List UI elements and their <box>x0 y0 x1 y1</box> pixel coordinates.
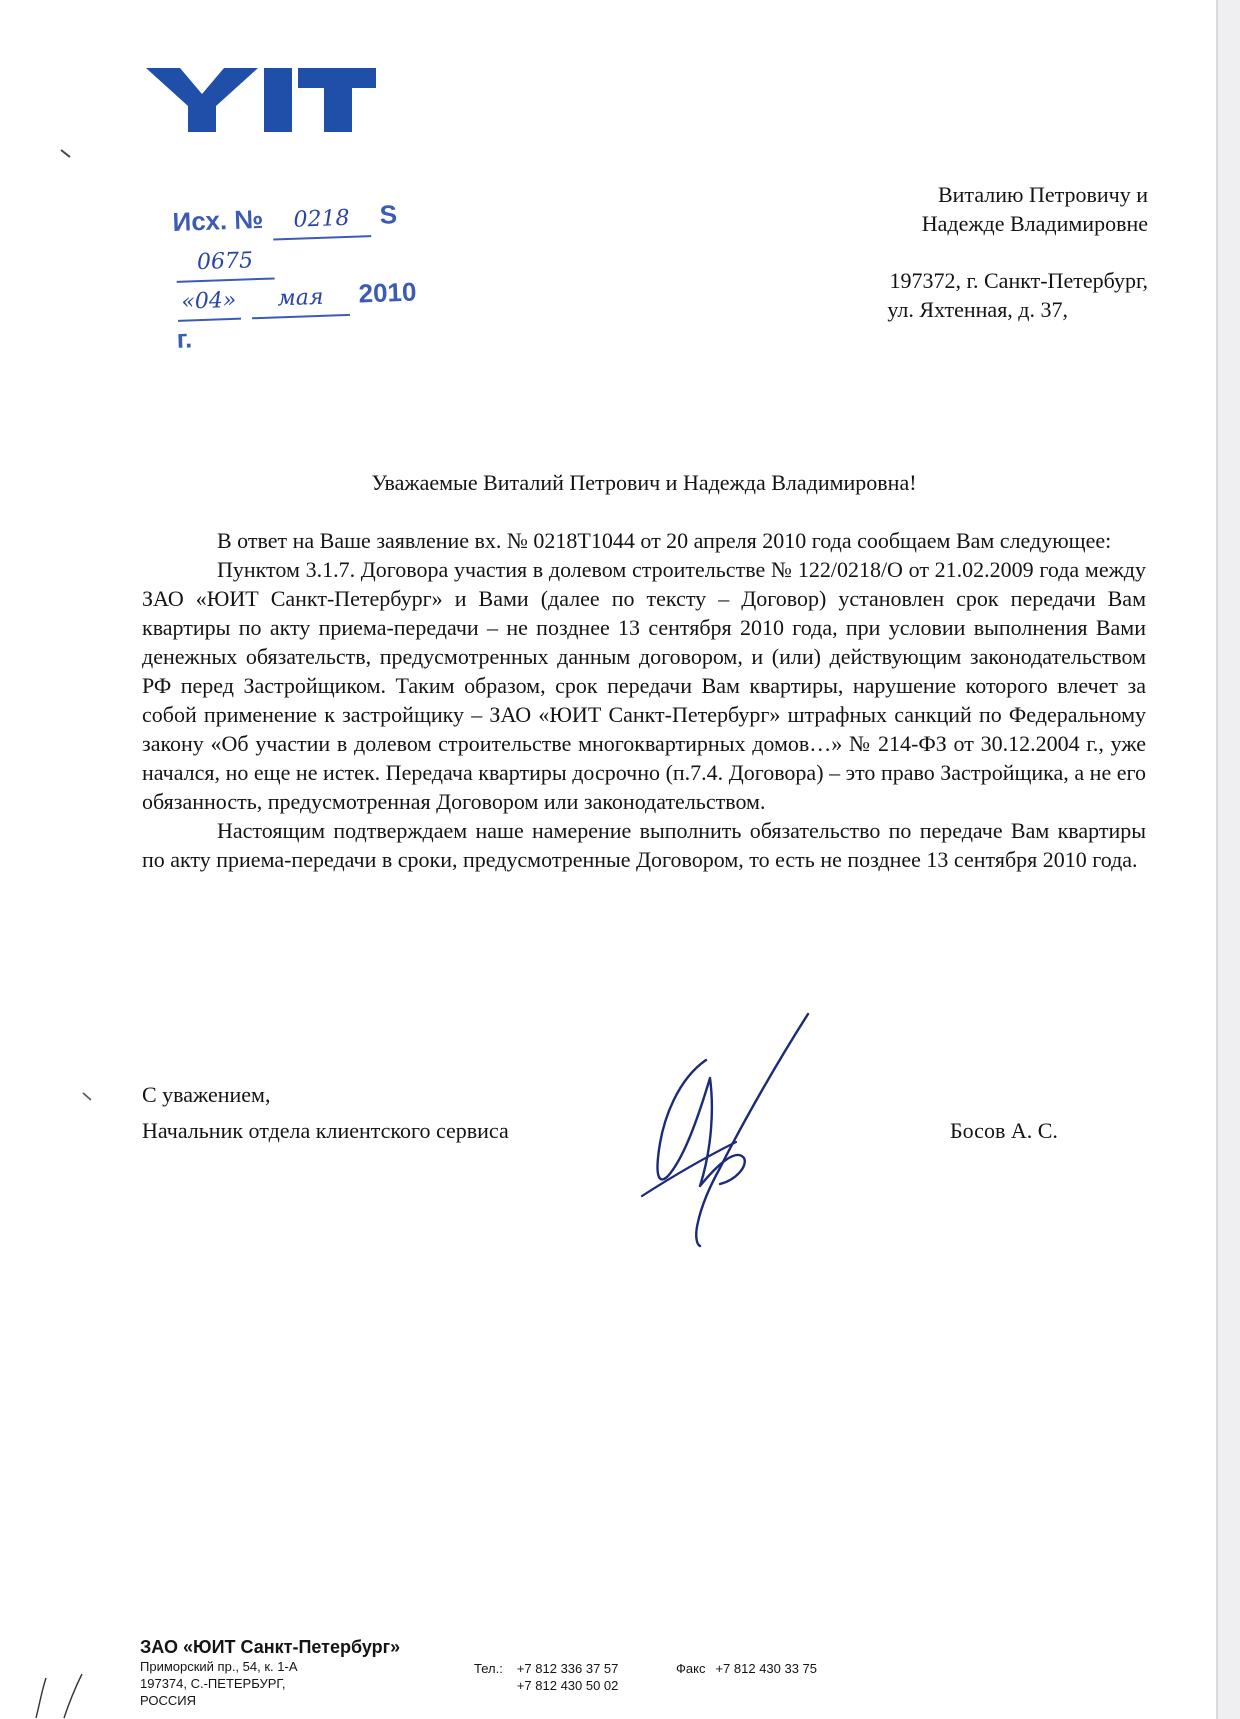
footer-tel-2: +7 812 430 50 02 <box>516 1678 619 1693</box>
signer-name: Босов А. С. <box>950 1118 1058 1143</box>
outgoing-number-stamp <box>172 196 437 356</box>
stamp-ref-part1: 0218 <box>272 201 371 240</box>
scan-speck-icon <box>82 1092 94 1102</box>
stamp-number-line <box>172 196 435 283</box>
stamp-year: 2010 <box>358 276 417 309</box>
recipient-line-1: Виталию Петровичу и <box>937 182 1148 207</box>
footer-fax <box>676 1660 817 1677</box>
stamp-day: «04» <box>177 284 241 322</box>
stamp-month: мая <box>251 280 350 319</box>
yit-logo-icon <box>146 68 376 132</box>
body-paragraph-3: Настоящим подтверждаем наше намерение выполнить обязательство по передаче Вам квартиры по акту приема-передачи в сроки, предусмотренные Договором, то есть не позднее 13 сентября 2010 года. <box>142 818 1146 872</box>
stamp-year-suffix: г. <box>176 323 193 354</box>
footer-address-line-3: РОССИЯ <box>140 1693 197 1708</box>
body-paragraph-1: В ответ на Ваше заявление вх. № 0218Т1044 от 20 апреля 2010 года сообщаем Вам следующее: <box>217 528 1112 553</box>
footer-fax-label: Факс <box>676 1661 706 1676</box>
footer-address-line-2: 197374, С.-ПЕТЕРБУРГ, <box>140 1676 286 1691</box>
recipient-address <box>820 266 1148 324</box>
scan-edge <box>1218 0 1240 1719</box>
margin-pen-mark-icon <box>26 1672 86 1719</box>
signer-position: Начальник отдела клиентского сервиса <box>142 1118 509 1143</box>
address-line-2: ул. Яхтенная, д. 37, <box>887 297 1068 322</box>
footer-address <box>140 1658 298 1709</box>
address-line-1: 197372, г. Санкт-Петербург, <box>889 268 1148 293</box>
footer-tel-numbers <box>517 1660 619 1694</box>
stamp-date-line <box>175 274 437 356</box>
stamp-ref-part2: 0675 <box>175 243 274 282</box>
footer-tel-1: +7 812 336 37 57 <box>516 1661 619 1676</box>
closing-phrase: С уважением, <box>142 1082 271 1107</box>
stamp-ref-letter: S <box>379 199 398 230</box>
scan-speck-icon <box>60 148 74 160</box>
recipient-block <box>800 180 1148 238</box>
salutation: Уважаемые Виталий Петрович и Надежда Владимировна! <box>371 470 917 495</box>
footer-fax-number: +7 812 430 33 75 <box>715 1661 818 1676</box>
footer-address-line-1: Приморский пр., 54, к. 1-А <box>140 1659 298 1674</box>
footer-tel-label: Тел.: <box>474 1661 503 1676</box>
letter-body <box>142 526 1146 874</box>
footer-phone <box>474 1660 618 1694</box>
body-paragraph-2: Пунктом 3.1.7. Договора участия в долевом строительстве № 122/0218/О от 21.02.2009 года между ЗАО «ЮИТ Санкт-Петербург» и Вами (далее по тексту – Договор) установлен срок передачи Вам квартиры по акту приема-передачи – не позднее 13 сентября 2010 года, при условии выполнения Вами денежных обязательств, предусмотренных данным договором, и (или) действующим законодательством РФ перед Застройщиком. Таким образом, срок передачи Вам квартиры, нарушение которого влечет за собой применение к застройщику – ЗАО «ЮИТ Санкт-Петербург» штрафных санкций по Федеральному закону «Об участии в долевом строительстве многоквартирных домов…» № 214-ФЗ от 30.12.2004 г., уже начался, но еще не истек. Передача квартиры досрочно (п.7.4. Договора) – это право Застройщика, а не его обязанность, предусмотренная Договором или законодательством. <box>142 557 1146 814</box>
recipient-line-2: Надежде Владимировне <box>921 211 1148 236</box>
footer-company-name: ЗАО «ЮИТ Санкт-Петербург» <box>140 1637 401 1657</box>
handwritten-signature-icon <box>640 1008 820 1248</box>
stamp-prefix-label: Исх. № <box>172 203 264 237</box>
